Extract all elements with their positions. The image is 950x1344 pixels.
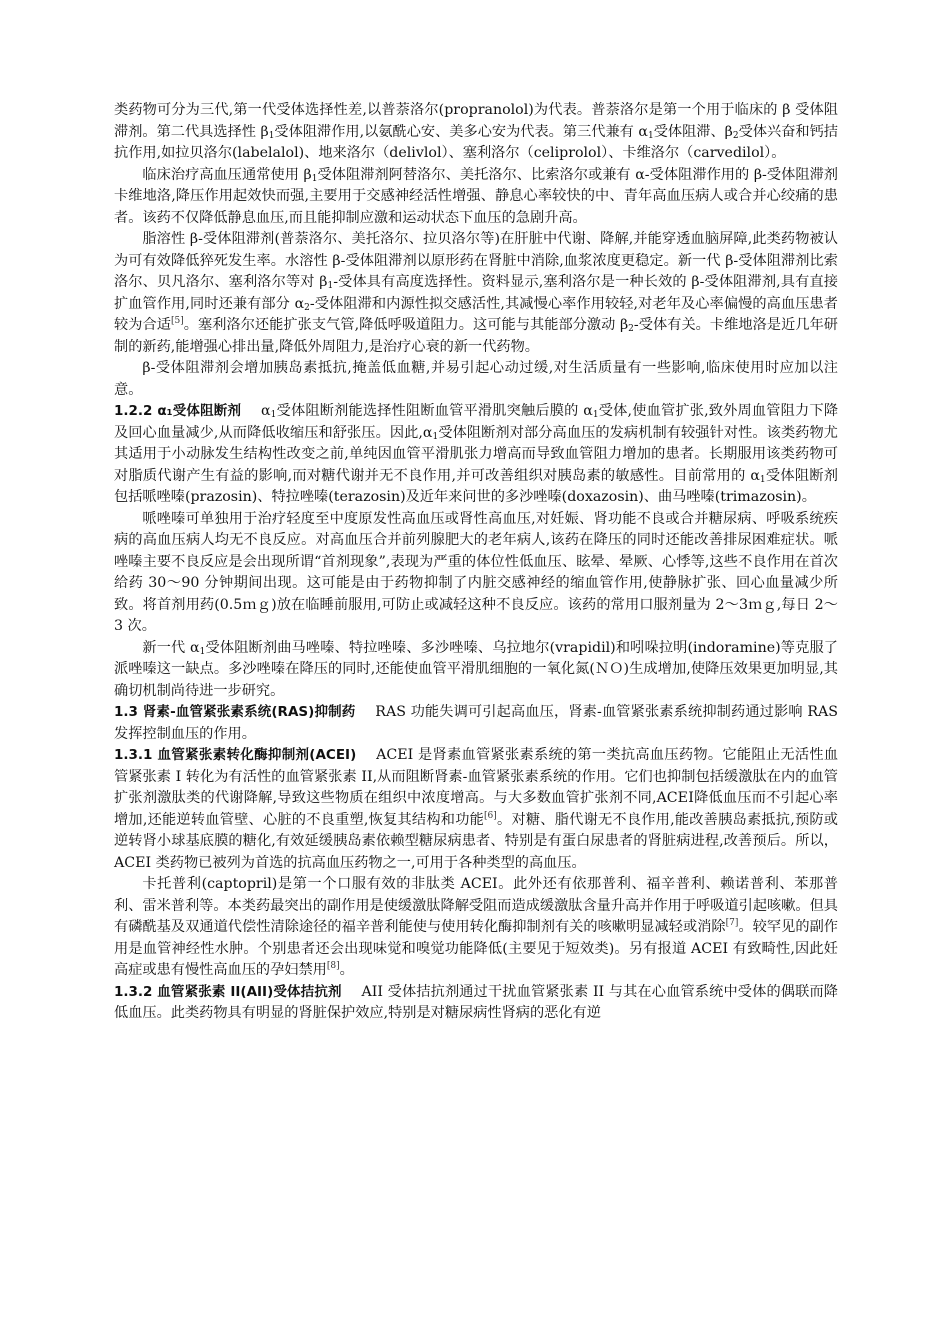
text-run: -受体阻滞和内源性拟交感活性,其减慢心率作用较轻,对老年及心率偏慢的高血压患者较为合适 [114, 295, 838, 333]
citation-ref: [6] [484, 810, 497, 821]
section-heading: 1.2.2 α₁受体阻断剂 [114, 403, 242, 419]
text-run: 受体阻断剂包括哌唑嗪(prazosin)、特拉唑嗪(terazosin)及近年来问世的多沙唑嗪(doxazosin)、曲马唑嗪(trimazosin)。 [114, 467, 838, 505]
body-paragraph [114, 100, 838, 165]
text-run: RAS 功能失调可引起高血压，肾素-血管紧张素系统抑制药通过影响 RAS 发挥控制血压的作用。 [114, 704, 838, 742]
body-paragraph [114, 874, 838, 982]
subscript: 1 [268, 130, 275, 141]
subscript: 1 [432, 431, 439, 442]
text-run: 受体阻断剂对部分高血压的发病机制有较强针对性。该类药物尤其适用于小动脉发生结构性改变之前,单纯因血管平滑肌张力增高而导致血管阻力增加的患者。长期服用该类药物可对脂质代谢产生有益的影响,而对糖代谢并无不良作用,并可改善组织对胰岛素的敏感性。目前常用的 α [114, 424, 838, 484]
subscript: 2 [304, 302, 310, 313]
text-run: -受体有关。卡维地洛是近几年研制的新药,能增强心排出量,降低外周阻力,是治疗心衰的新一代药物。 [114, 317, 838, 355]
text-run: 受体,使血管扩张,致外周血管阻力下降及回心血量减少,从而降低收缩压和舒张压。因此,α [114, 403, 839, 441]
text-run: AII 受体拮抗剂通过干扰血管紧张素 II 与其在心血管系统中受体的偶联而降低血压。此类药物具有明显的肾脏保护效应,特别是对糖尿病性肾病的恶化有逆 [114, 983, 838, 1021]
citation-ref: [5] [170, 316, 184, 326]
subscript: 1 [311, 173, 318, 184]
section-paragraph [114, 401, 838, 509]
section-paragraph [114, 702, 838, 745]
text-run: 受体兴奋和钙拮抗作用,如拉贝洛尔(labelalol)、地来洛尔（delivlol）、塞利洛尔（celiprolol）、卡维洛尔（carvedilol）。 [114, 123, 838, 161]
subscript: 2 [732, 130, 739, 141]
text-run: 临床治疗高血压通常使用 β [142, 166, 312, 183]
text-run: β-受体阻滞剂会增加胰岛素抵抗,掩盖低血糖,并易引起心动过缓,对生活质量有一些影响,临床使用时应加以注意。 [114, 360, 838, 398]
subscript: 1 [327, 281, 334, 291]
section-paragraph [114, 745, 838, 874]
subscript: 1 [647, 130, 654, 141]
text-run: 。塞利洛尔还能扩张支气管,降低呼吸道阻力。这可能与其能部分激动 β [183, 317, 629, 333]
section-heading: 1.3.1 血管紧张素转化酶抑制剂(ACEI) [114, 747, 357, 763]
body-paragraph [114, 165, 838, 230]
document-page [114, 100, 838, 1025]
text-run: 卡托普利(captopril)是第一个口服有效的非肽类 ACEI。此外还有依那普利、福辛普利、赖诺普利、苯那普利、雷米普利等。本类药最突出的副作用是使缓激肽降解受阻而造成缓激肽含量升高并作用于呼吸道引起咳嗽。但具有磷酰基及双通道代偿性清除途径的福辛普利能使与使用转化酶抑制剂有关的咳嗽明显减轻或消除 [114, 876, 838, 935]
body-paragraph [114, 358, 838, 401]
text-run: 。对糖、脂代谢无不良作用,能改善胰岛素抵抗,预防或逆转肾小球基底膜的糖化,有效延缓胰岛素依赖型糖尿病患者、特别是有蛋白尿患者的肾脏病进程,改善预后。所以，ACEI 类药物已被列为首选的抗高血压药物之一,可用于各种类型的高血压。 [114, 811, 838, 871]
text-run: 受体阻断剂能选择性阻断血管平滑肌突触后膜的 α [276, 403, 593, 419]
text-run: 哌唑嗪可单独用于治疗轻度至中度原发性高血压或肾性高血压,对妊娠、肾功能不良或合并糖尿病、呼吸系统疾病的高血压病人均无不良反应。对高血压合并前列腺肥大的老年病人,该药在降压的同时还能改善排尿困难症状。哌唑嗪主要不良反应是会出现所谓“首剂现象”,表现为严重的体位性低血压、眩晕、晕厥、心悸等,这些不良作用在首次给药 30～90 分钟期间出现。这可能是由于药物抑制了内脏交感神经的缩血管作用,使静脉扩张、回心血量减少所致。将首剂用药(0.5ｍｇ)放在临睡前服用,可防止或减轻这种不良反应。该药的常用口服剂量为 2～3ｍｇ,每日 2～3 次。 [114, 510, 838, 634]
citation-ref: [8] [326, 961, 340, 971]
body-paragraph [114, 638, 838, 703]
text-run: α [261, 403, 271, 419]
text-run: 受体阻滞作用,以氨酰心安、美多心安为代表。第三代兼有 α [274, 123, 648, 140]
subscript: 1 [199, 646, 206, 657]
body-paragraph [114, 509, 838, 638]
subscript: 1 [270, 410, 277, 420]
text-run: 。 [339, 962, 354, 978]
text-run: ACEI 是肾素血管紧张素系统的第一类抗高血压药物。它能阻止无活性血管紧张素 I 转化为有活性的血管紧张素 II,从而阻断肾素-血管紧张素系统的作用。它们也抑制包括缓激肽在内的血管扩张剂激肽类的代谢降解,导致这些物质在组织中浓度增高。与大多数血管扩张剂不同,ACEⅠ降低血压而不引起心率增加,还能逆转血管壁、心脏的不良重塑,恢复其结构和功能 [114, 747, 839, 828]
subscript: 1 [759, 474, 766, 485]
section-heading: 1.3.2 血管紧张素 II(AII)受体拮抗剂 [114, 983, 342, 1000]
section-heading: 1.3 肾素-血管紧张素系统(RAS)抑制药 [114, 704, 356, 720]
subscript: 2 [628, 324, 634, 334]
text-run: 。较罕见的副作用是血管神经性水肿。个别患者还会出现味觉和嗅觉功能降低(主要见于短效类)。另有报道 ACEI 有致畸性,因此妊高症或患有慢性高血压的孕妇禁用 [114, 919, 838, 978]
text-run: 类药物可分为三代,第一代受体选择性差,以普萘洛尔(propranolol)为代表。普萘洛尔是第一个用于临床的 β 受体阻滞剂。第二代具选择性 β [114, 102, 838, 140]
body-paragraph [114, 229, 838, 358]
subscript: 1 [592, 410, 599, 420]
text-run: 受体阻断剂曲马唑嗪、特拉唑嗪、多沙唑嗪、乌拉地尔(vrapidil)和吲哚拉明(indoramine)等克服了派唑嗪这一缺点。多沙唑嗪在降压的同时,还能使血管平滑肌细胞的一氧化氮(ＮＯ)生成增加,使降压效果更加明显,其确切机制尚待进一步研究。 [114, 639, 838, 699]
text-run: 新一代 α [142, 639, 200, 656]
text-run: -受体具有高度选择性。资料显示,塞利洛尔是一种长效的 β-受体阻滞剂,具有直接扩血管作用,同时还兼有部分 α [114, 274, 838, 312]
text-run: 脂溶性 β-受体阻滞剂(普萘洛尔、美托洛尔、拉贝洛尔等)在肝脏中代谢、降解,并能穿透血脑屏障,此类药物被认为可有效降低猝死发生率。水溶性 β-受体阻滞剂以原形药在肾脏中消除,血浆浓度更稳定。新一代 β-受体阻滞剂比索洛尔、贝凡洛尔、塞利洛尔等对 β [114, 231, 838, 290]
text-run: 受体阻滞、β [653, 123, 733, 140]
section-paragraph [114, 982, 838, 1025]
text-run: 受体阻滞剂阿替洛尔、美托洛尔、比索洛尔或兼有 α-受体阻滞作用的 β-受体阻滞剂卡维地洛,降压作用起效快而强,主要用于交感神经活性增强、静息心率较快的中、青年高血压病人或合并心绞痛的患者。该药不仅降低静息血压,而且能抑制应激和运动状态下血压的急剧升高。 [114, 166, 838, 226]
citation-ref: [7] [725, 918, 739, 928]
